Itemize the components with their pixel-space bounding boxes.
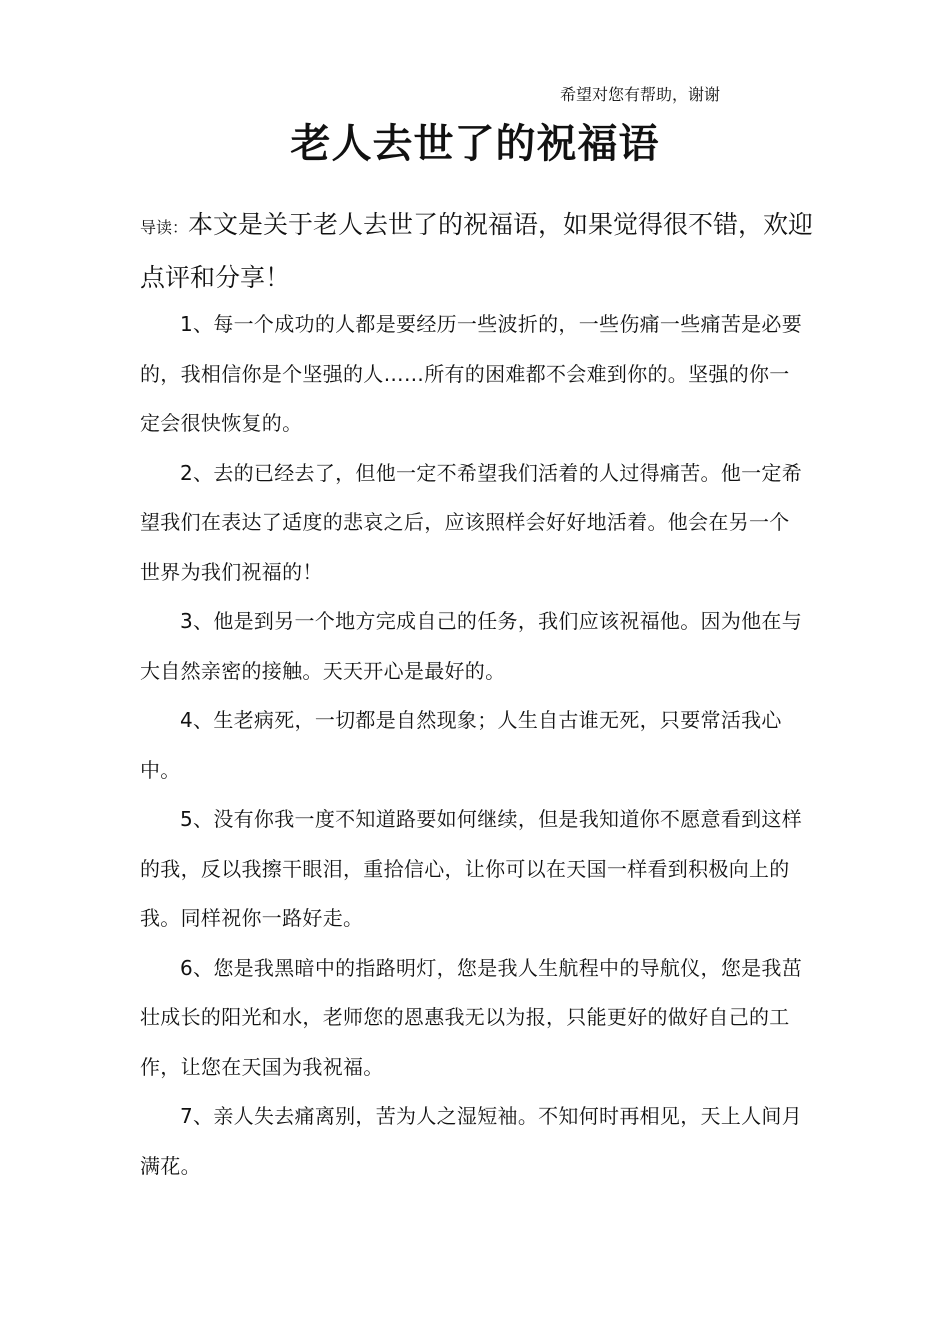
paragraph-1: 1、每一个成功的人都是要经历一些波折的，一些伤痛一些痛苦是必要的，我相信你是个坚强的人……所有的困难都不会难到你的。坚强的你一定会很快恢复的。: [140, 312, 803, 435]
paragraph-3: 3、他是到另一个地方完成自己的任务，我们应该祝福他。因为他在与大自然亲密的接触。天天开心是最好的。: [140, 609, 803, 683]
paragraph-7: 7、亲人失去痛离别，苦为人之湿短袖。不知何时再相见，天上人间月满花。: [140, 1104, 803, 1178]
header-note: 希望对您有帮助，谢谢: [560, 85, 721, 104]
paragraph-4: 4、生老病死，一切都是自然现象；人生自古谁无死，只要常活我心中。: [140, 708, 782, 782]
document-title: 老人去世了的祝福语: [290, 121, 660, 167]
document-body: [140, 300, 805, 1191]
intro-paragraph: [140, 200, 830, 303]
paragraph-6: 6、您是我黑暗中的指路明灯，您是我人生航程中的导航仪，您是我茁壮成长的阳光和水，老师您的恩惠我无以为报，只能更好的做好自己的工作，让您在天国为我祝福。: [140, 955, 803, 1079]
intro-text: 本文是关于老人去世了的祝福语，如果觉得很不错，欢迎点评和分享！: [140, 210, 814, 292]
intro-label: 导读：: [140, 218, 189, 237]
paragraph-5: 5、没有你我一度不知道路要如何继续，但是我知道你不愿意看到这样的我，反以我擦干眼泪，重拾信心，让你可以在天国一样看到积极向上的我。同样祝你一路好走。: [140, 807, 803, 930]
paragraph-2: 2、去的已经去了，但他一定不希望我们活着的人过得痛苦。他一定希望我们在表达了适度的悲哀之后，应该照样会好好地活着。他会在另一个世界为我们祝福的！: [140, 460, 803, 584]
